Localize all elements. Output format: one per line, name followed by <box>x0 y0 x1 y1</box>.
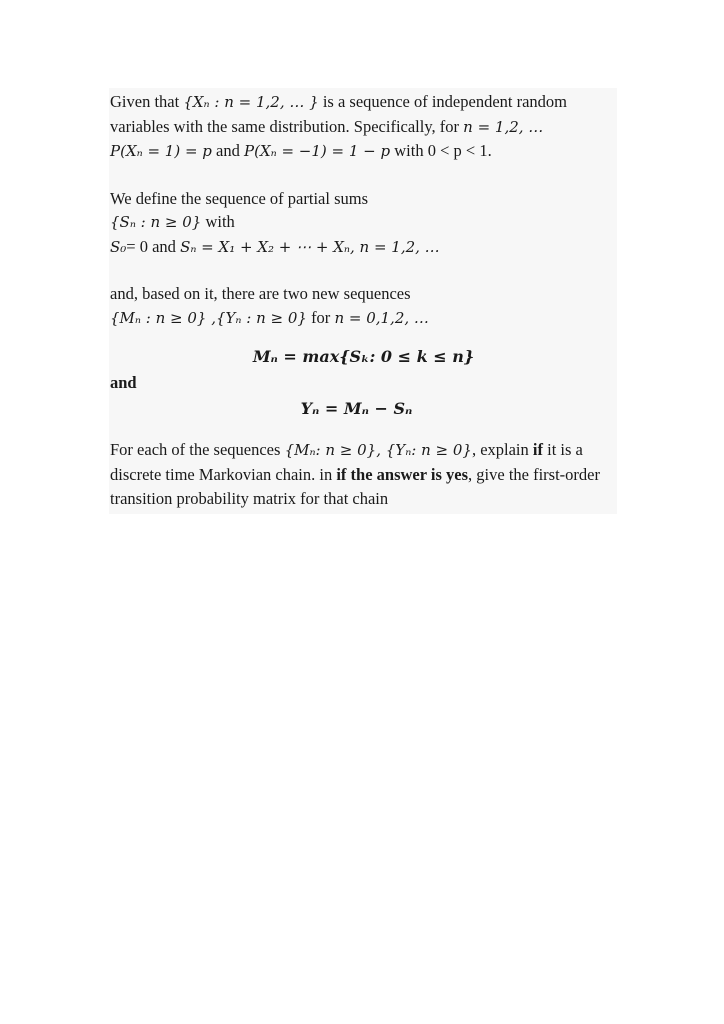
math-prob-minus-1: P(Xₙ = −1) = 1 − p <box>244 142 391 160</box>
math-sequence-s: {Sₙ : n ≥ 0} <box>110 213 202 231</box>
text: and <box>211 141 244 160</box>
text: is a sequence of independent random <box>318 92 568 111</box>
math-partial-sum: Sₙ = X₁ + X₂ + ⋯ + Xₙ, n = 1,2, … <box>180 237 440 256</box>
text: = 0 and <box>126 236 181 256</box>
paragraph-3-line-2 <box>110 306 617 331</box>
paragraph-3-line-1: and, based on it, there are two new sequences <box>110 284 411 303</box>
bold-if-answer-yes: if the answer is yes <box>336 464 469 484</box>
equation-y: Yₙ = Mₙ − Sₙ <box>300 399 413 418</box>
paragraph-2-line-3 <box>110 235 617 260</box>
paragraph-1-line-3 <box>110 139 617 164</box>
bold-if: if <box>532 440 543 459</box>
text: , give the first-order transition probability matrix for that chain <box>110 464 600 508</box>
math-sequences-m-y: {Mₙ: n ≥ 0}, {Yₙ: n ≥ 0} <box>284 441 472 459</box>
math-sequence-x: {Xₙ : n = 1,2, … } <box>183 93 319 111</box>
text: Given that <box>110 92 184 111</box>
math-prob-1: P(Xₙ = 1) = p <box>110 142 212 160</box>
math-sequences-m-y: {Mₙ : n ≥ 0} ,{Yₙ : n ≥ 0} <box>110 308 307 327</box>
math-s0: S₀ <box>110 237 127 256</box>
and-label: and <box>110 373 137 392</box>
text: it is a discrete time Markovian chain. in <box>110 440 583 484</box>
text: , explain <box>471 440 533 459</box>
paragraph-2-line-2 <box>110 210 617 235</box>
paragraph-2-line-1: We define the sequence of partial sums <box>110 188 368 208</box>
math-n-range: n = 0,1,2, … <box>334 308 429 327</box>
math-n-range: n = 1,2, … <box>463 117 544 136</box>
text: with <box>201 212 235 231</box>
paragraph-1-line-1 <box>110 90 617 115</box>
paragraph-1-line-2 <box>110 115 617 140</box>
text: with 0 < p < 1. <box>390 141 492 160</box>
text: for <box>306 307 335 327</box>
paragraph-4 <box>110 438 617 512</box>
text: For each of the sequences <box>110 440 285 459</box>
equation-m: Mₙ = max{Sₖ: 0 ≤ k ≤ n} <box>252 347 475 366</box>
document-body <box>109 88 617 514</box>
text: variables with the same distribution. Specifically, for <box>110 116 464 136</box>
